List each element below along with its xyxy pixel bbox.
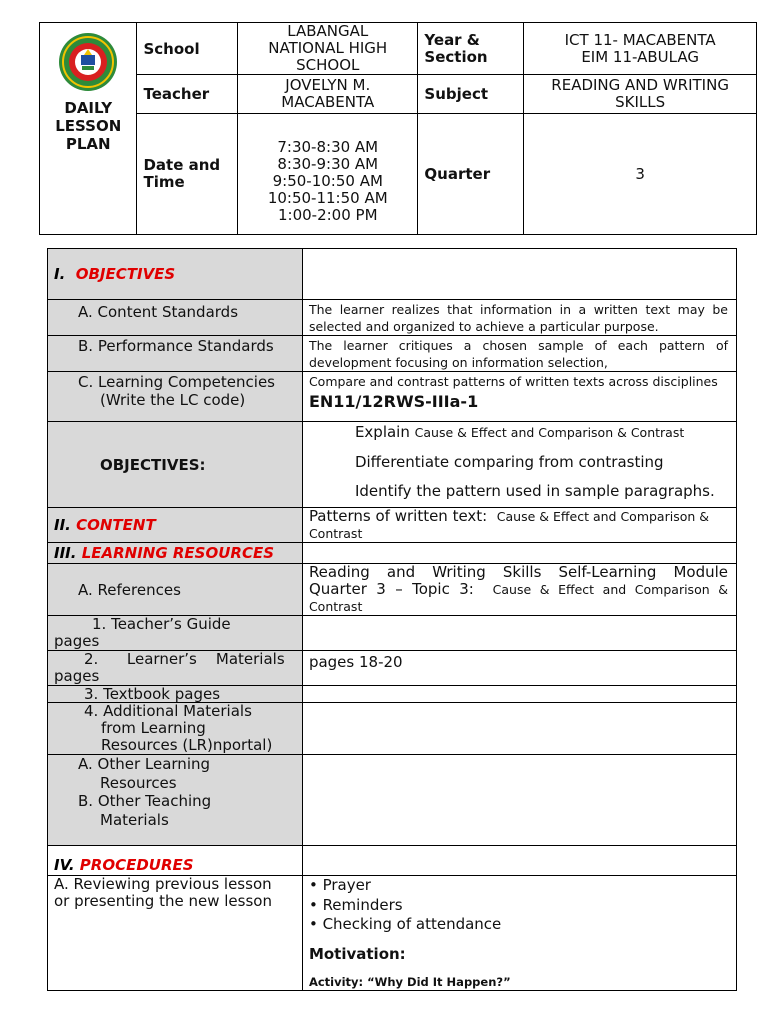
performance-standards-text: The learner critiques a chosen sample of each pattern of development focusing on information selection, <box>302 336 736 372</box>
school-value: LABANGAL NATIONAL HIGH SCHOOL <box>238 23 418 75</box>
routine-list <box>309 876 728 935</box>
content-text: Patterns of written text: Cause & Effect and Comparison & Contrast <box>302 508 736 543</box>
objective-2: Differentiate comparing from contrasting <box>354 453 664 471</box>
school-seal-logo <box>57 31 119 93</box>
reviewing-lesson-label: A. Reviewing previous lesson or presenting the new lesson <box>48 876 303 991</box>
learners-materials-value: pages 18-20 <box>302 651 736 686</box>
textbook-pages-label: 3. Textbook pages <box>48 686 303 703</box>
time-slot: 10:50-11:50 AM <box>267 188 388 207</box>
objectives-heading-blank <box>302 249 736 300</box>
list-item: • Prayer <box>308 876 371 894</box>
objectives-list <box>302 422 736 508</box>
school-label: School <box>137 23 238 75</box>
performance-standards-label: B. Performance Standards <box>48 336 303 372</box>
date-time-value <box>238 114 418 235</box>
teacher-value: JOVELYN M. MACABENTA <box>238 75 418 114</box>
subject-label: Subject <box>418 75 524 114</box>
list-item: • Checking of attendance <box>308 915 502 933</box>
learners-materials-label: 2. Learner’s Materials pages <box>48 651 303 686</box>
procedures-heading-blank <box>302 846 736 876</box>
motivation-label: Motivation: <box>308 944 406 963</box>
learning-competency-text: Compare and contrast patterns of written texts across disciplines <box>308 374 718 389</box>
logo-title-cell <box>40 23 137 235</box>
quarter-value: 3 <box>524 114 757 235</box>
objectives-label: OBJECTIVES: <box>48 422 303 508</box>
objective-3: Identify the pattern used in sample paragraphs. <box>354 482 715 500</box>
year-section-value: ICT 11- MACABENTA EIM 11-ABULAG <box>524 23 757 75</box>
lc-code: EN11/12RWS-IIIa-1 <box>308 392 479 411</box>
learning-resources-heading: III. LEARNING RESOURCES <box>48 543 303 564</box>
subject-value: READING AND WRITING SKILLS <box>524 75 757 114</box>
year-section-label: Year & Section <box>418 23 524 75</box>
other-resources-value <box>302 755 736 846</box>
references-label: A. References <box>48 564 303 616</box>
time-slot: 8:30-9:30 AM <box>277 154 379 173</box>
date-time-label: Date and Time <box>137 114 238 235</box>
textbook-pages-value <box>302 686 736 703</box>
objective-1: Explain Cause & Effect and Comparison & Contrast <box>354 423 685 441</box>
activity-text: Activity: “Why Did It Happen?” <box>308 974 511 989</box>
reviewing-lesson-content <box>302 876 736 991</box>
other-resources-label: A. Other Learning Resources B. Other Teaching Materials <box>48 755 303 846</box>
header-table <box>39 22 757 235</box>
learning-competencies-label: C. Learning Competencies (Write the LC code) <box>48 372 303 422</box>
teachers-guide-value <box>302 616 736 651</box>
additional-materials-value <box>302 703 736 755</box>
dlp-title: DAILY LESSON PLAN <box>55 99 122 153</box>
list-item: • Reminders <box>308 895 403 914</box>
time-slot: 1:00-2:00 PM <box>277 205 378 224</box>
additional-materials-label: 4. Additional Materials from Learning Resources (LR)nportal) <box>48 703 303 755</box>
teachers-guide-label: 1. Teacher’s Guide pages <box>48 616 303 651</box>
objectives-heading: I. OBJECTIVES <box>48 249 303 300</box>
references-text: Reading and Writing Skills Self-Learning Module Quarter 3 – Topic 3: Cause & Effect and Comparison & Contrast <box>302 564 736 616</box>
procedures-heading: IV. PROCEDURES <box>48 846 303 876</box>
teacher-label: Teacher <box>137 75 238 114</box>
content-heading: II. CONTENT <box>48 508 303 543</box>
quarter-label: Quarter <box>418 114 524 235</box>
time-slot: 7:30-8:30 AM <box>277 137 379 156</box>
learning-competencies-cell <box>302 372 736 422</box>
lesson-plan-table <box>47 248 737 991</box>
content-standards-text: The learner realizes that information in a written text may be selected and organized to achieve a particular purpose. <box>302 300 736 336</box>
learning-resources-blank <box>302 543 736 564</box>
time-slot: 9:50-10:50 AM <box>272 171 383 190</box>
content-standards-label: A. Content Standards <box>48 300 303 336</box>
